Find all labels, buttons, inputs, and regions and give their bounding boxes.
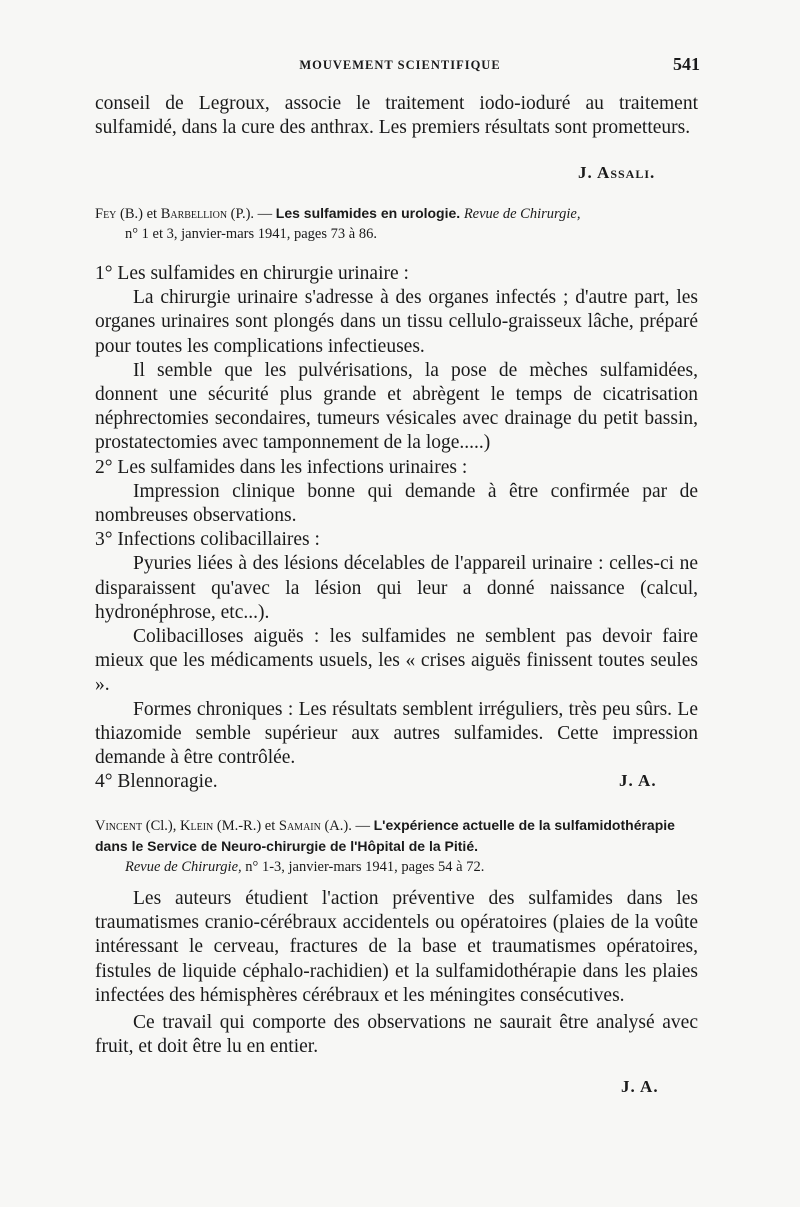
author-initial: (A.). — (320, 818, 374, 834)
author-name: Samain (278, 818, 321, 834)
item2-paragraph1: Impression clinique bonne qui demande à être confirmée par de nombreuses observations. (95, 480, 698, 527)
journal-name: Revue de Chirurgie, (125, 859, 242, 875)
item3-paragraph2: Colibacilloses aiguës : les sulfamides ne semblent pas devoir faire mieux que les médicaments usuels, les « crises aiguës finissent toutes seules ». (95, 626, 698, 696)
signature-ja-1: J. A. (619, 771, 657, 790)
citation-fey (95, 203, 698, 244)
author-initial: (M.-R.) et (213, 818, 279, 834)
article-title: Les sulfamides en urologie. (275, 205, 461, 221)
item4-heading: 4° Blennoragie. (95, 771, 218, 793)
author-name: Barbellion (160, 206, 228, 222)
citation-details-line (95, 857, 698, 877)
page-number: 541 (673, 54, 700, 74)
section2-body (95, 262, 698, 794)
journal-name: Revue de Chirurgie, (460, 206, 581, 222)
item3-paragraph1: Pyuries liées à des lésions décelables de l'appareil urinaire : celles-ci ne disparaissent qu'avec la lésion qui leur a donné naissance (calcul, hydronéphrose, etc...). (95, 553, 698, 623)
page-header (0, 54, 800, 78)
running-title: MOUVEMENT SCIENTIFIQUE (299, 58, 501, 72)
signature-assali (578, 163, 655, 183)
section1-text: conseil de Legroux, associe le traitement iodo-ioduré au traitement sulfamidé, dans la cure des anthrax. Les premiers résultats sont prometteurs. (95, 93, 698, 139)
author-initial: (P.). — (227, 206, 276, 222)
section3-paragraph1: Les auteurs étudient l'action préventive des sulfamides dans les traumatismes cranio-cérébraux accidentels ou opératoires (plaies de la voûte intéressant le cerveau, fractures de la base et traumatismes opératoires, fistules de liquide céphalo-rachidien) et la sulfamidothérapie dans les plaies infectées des hémisphères cérébraux et les méningites consécutives. (95, 888, 698, 1006)
item1-paragraph2: Il semble que les pulvérisations, la pose de mèches sulfamidées, donnent une sécurité plus grande et abrègent le temps de cicatrisation néphrectomies secondaires, tumeurs vésicales avec drainage du petit bassin, prostatectomies avec tamponnement de la loge.....) (95, 359, 698, 454)
signature-text: J. Assali. (578, 163, 656, 182)
author-initial: (B.) et (116, 206, 161, 222)
author-initial: (Cl.), (142, 818, 180, 834)
item1-heading: 1° Les sulfamides en chirurgie urinaire : (95, 263, 409, 284)
author-name: Klein (180, 818, 214, 834)
section3-body (95, 887, 698, 1059)
article-title: L'expérience actuelle de la sulfamidothérapie dans le Service de Neuro-chirurgie de l'Hôpital de la Pitié. (95, 817, 675, 854)
item1-paragraph1: La chirurgie urinaire s'adresse à des organes infectés ; d'autre part, les organes urinaires sont plongés dans un tissu cellulo-graisseux lâche, préparé pour toutes les complications infectieuses. (95, 287, 698, 357)
section1-paragraph (95, 92, 698, 140)
citation-details: n° 1-3, janvier-mars 1941, pages 54 à 72. (241, 859, 485, 875)
signature-ja-2: J. A. (621, 1077, 659, 1096)
section3-paragraph2: Ce travail qui comporte des observations ne saurait être analysé avec fruit, et doit être lu en entier. (95, 1012, 698, 1058)
citation-details: n° 1 et 3, janvier-mars 1941, pages 73 à 86. (125, 226, 377, 242)
item3-paragraph3: Formes chroniques : Les résultats semblent irréguliers, très peu sûrs. Le thiazomide semble supérieur aux autres sulfamides. Cette impression demande à être contrôlée. (95, 698, 698, 769)
author-name: Vincent (95, 818, 143, 834)
citation-vincent (95, 815, 698, 877)
item2-heading: 2° Les sulfamides dans les infections urinaires : (95, 456, 468, 478)
author-name: Fey (95, 206, 117, 222)
item3-heading: 3° Infections colibacillaires : (95, 529, 320, 551)
